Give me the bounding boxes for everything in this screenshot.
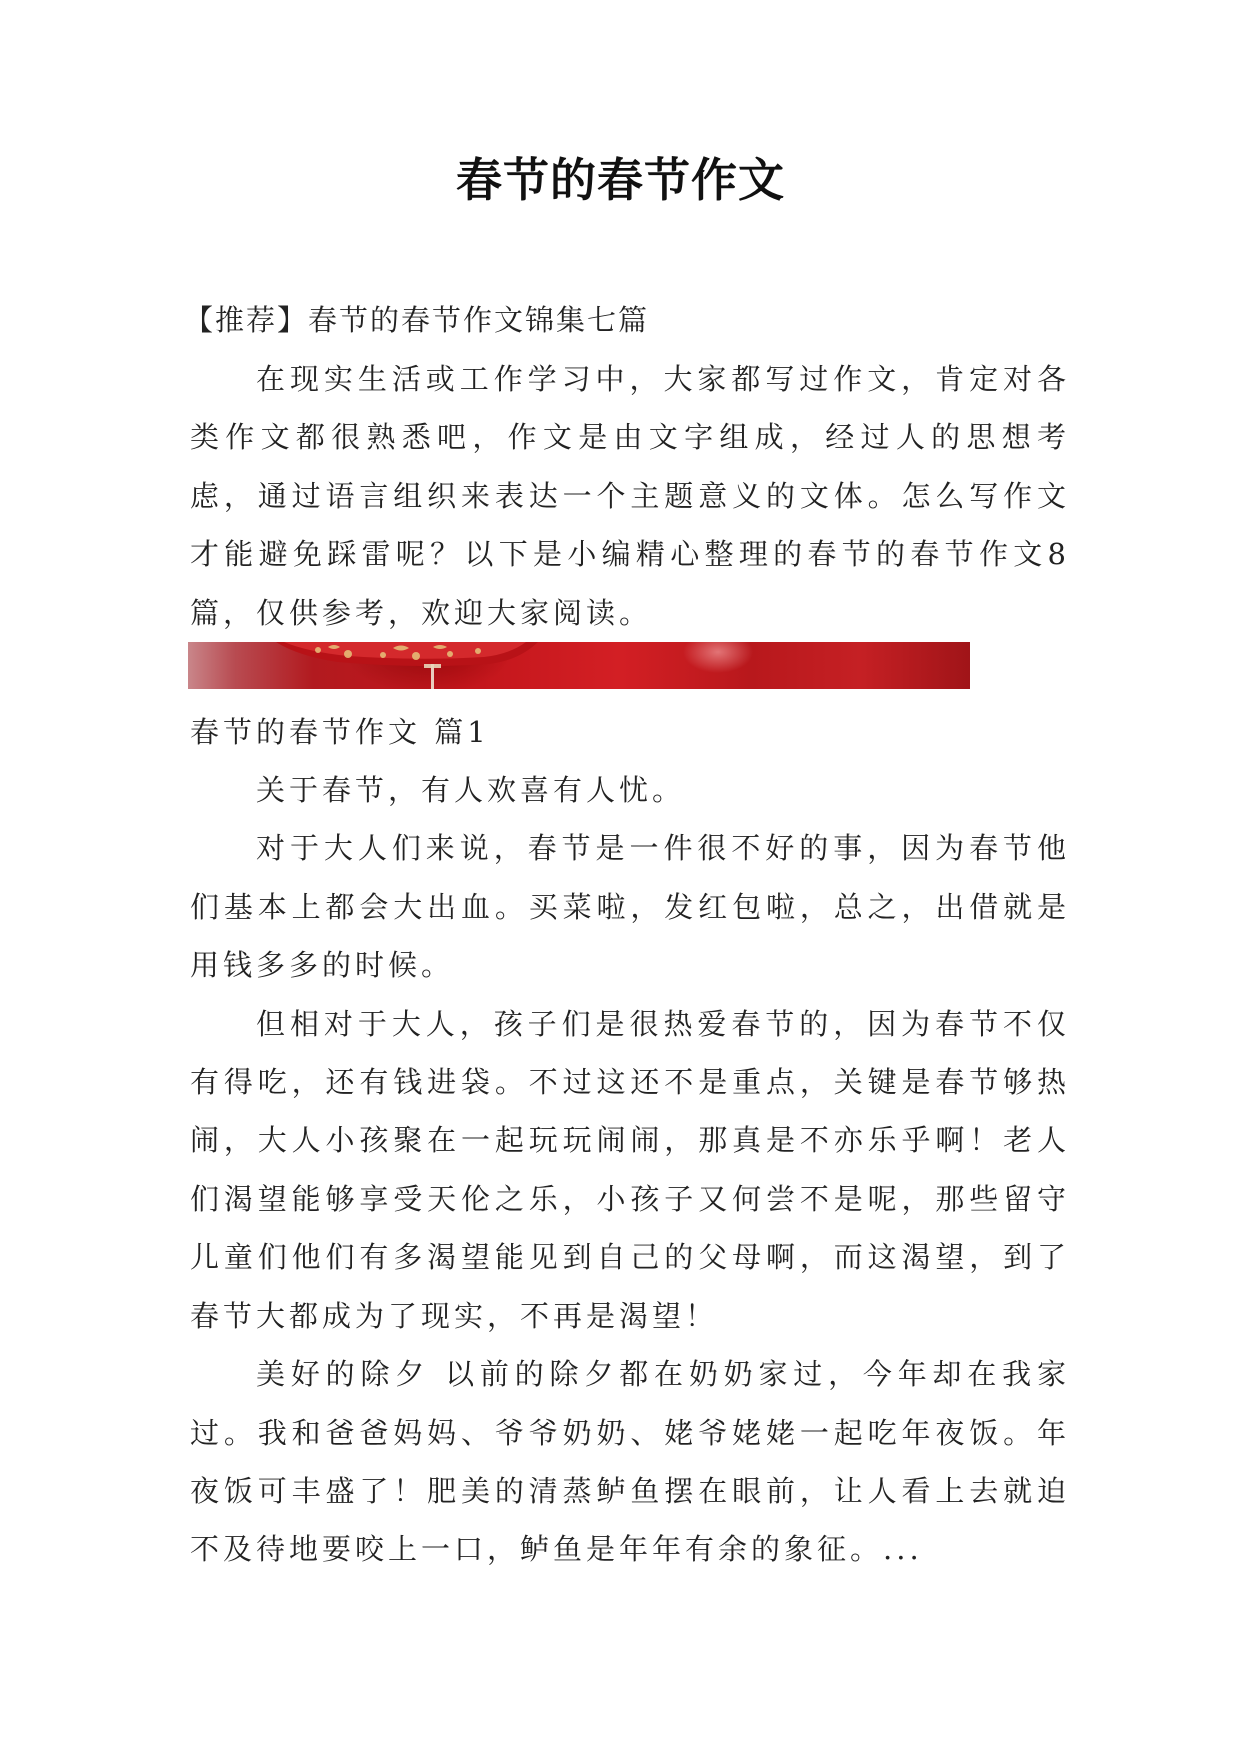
lantern-decoration-icon	[188, 642, 970, 689]
paragraph-1: 关于春节，有人欢喜有人忧。	[256, 773, 686, 808]
document-subtitle: 【推荐】春节的春节作文锦集七篇	[184, 303, 650, 337]
section-heading: 春节的春节作文 篇1	[190, 715, 490, 750]
paragraph-3: 但相对于大人，孩子们是很热爱春节的，因为春节不仅有得吃，还有钱进袋。不过这还不是重点，关键是春节够热闹，大人小孩聚在一起玩玩闹闹，那真是不亦乐乎啊！老人们渴望能够享受天伦之乐，小孩子又何尝不是呢，那些留守儿童们他们有多渴望能见到自己的父母啊，而这渴望，到了春节大都成为了现实，不再是渴望！	[190, 1006, 1070, 1333]
red-lantern-banner-image	[188, 642, 970, 689]
paragraph-2: 对于大人们来说，春节是一件很不好的事，因为春节他们基本上都会大出血。买菜啦，发红包啦，总之，出借就是用钱多多的时候。	[190, 831, 1070, 983]
intro-paragraph: 在现实生活或工作学习中，大家都写过作文，肯定对各类作文都很熟悉吧，作文是由文字组成，经过人的思想考虑，通过语言组织来表达一个主题意义的文体。怎么写作文才能避免踩雷呢？以下是小编精心整理的春节的春节作文8篇，仅供参考，欢迎大家阅读。	[190, 362, 1070, 630]
paragraph-4: 美好的除夕 以前的除夕都在奶奶家过，今年却在我家过。我和爸爸妈妈、爷爷奶奶、姥爷姥姥一起吃年夜饭。年夜饭可丰盛了！肥美的清蒸鲈鱼摆在眼前，让人看上去就迫不及待地要咬上一口，鲈鱼是年年有余的象征。...	[190, 1357, 1070, 1567]
page-title: 春节的春节作文	[456, 153, 785, 207]
document-body	[184, 290, 1070, 1579]
